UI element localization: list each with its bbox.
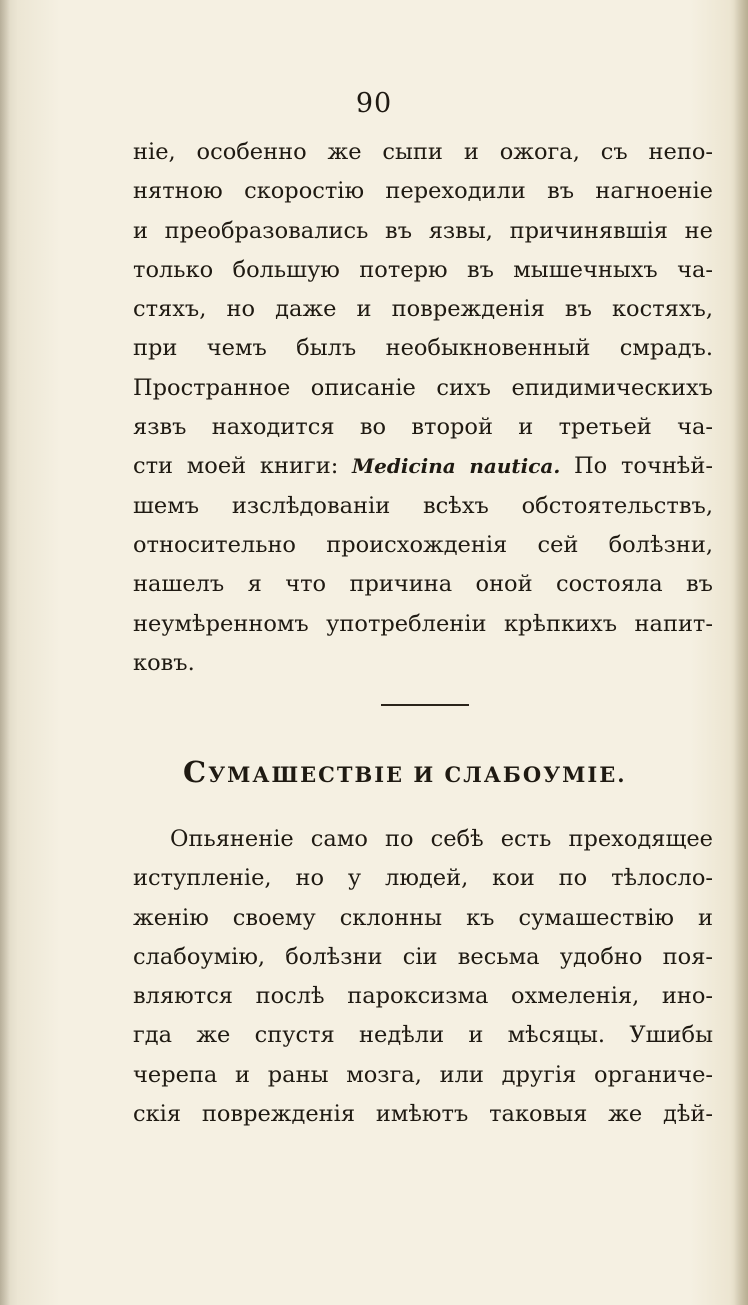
text-line: ковъ. (133, 649, 195, 676)
text-line: скія поврежденія имѣютъ таковыя же дѣй- (133, 1101, 713, 1128)
text-line: нашелъ я что причина оной состояла въ (133, 571, 713, 598)
text-line: иступленіе, но у людей, кои по тѣлосло- (133, 865, 713, 892)
page-number: 90 (355, 88, 393, 119)
text-line: нятною скоростію переходили въ нагноеніе (133, 178, 713, 205)
section-divider (381, 704, 469, 706)
heading-text: УМАШЕСТВІЕ И СЛАБОУМIE. (208, 762, 627, 787)
text-line: неумѣренномъ употребленіи крѣпкихъ напит- (133, 610, 713, 637)
text-line: стяхъ, но даже и поврежденія въ костяхъ, (133, 296, 713, 323)
heading-initial: С (183, 755, 209, 789)
text-line: женію своему склонны къ сумашествію и (133, 904, 713, 931)
text-line: гда же спустя недѣли и мѣсяцы. Ушибы (133, 1022, 713, 1049)
text-line: черепа и раны мозга, или другія органиче- (133, 1061, 713, 1088)
text-line: Опьяненіе само по себѣ есть преходящее (170, 826, 713, 852)
page-left-shadow (0, 0, 10, 1305)
text-line: только большую потерю въ мышечныхъ ча- (133, 256, 713, 283)
text-segment: По точнѣй- (560, 453, 713, 480)
text-line (133, 447, 713, 486)
book-title-latin: Medicina nautica. (352, 454, 561, 479)
page-right-shadow (734, 0, 748, 1305)
text-line: относительно происхожденія сей болѣзни, (133, 531, 713, 558)
paragraph-2 (133, 820, 713, 1134)
text-line: ніе, особенно же сыпи и ожога, съ непо- (133, 139, 713, 165)
text-line: шемъ изслѣдованіи всѣхъ обстоятельствъ, (133, 492, 713, 519)
text-line: Пространное описаніе сихъ епидимическихъ (133, 374, 713, 401)
paragraph-1 (133, 133, 713, 683)
text-line: и преобразовались въ язвы, причинявшія не (133, 217, 713, 244)
text-line: слабоумію, болѣзни сіи весьма удобно поя- (133, 943, 713, 970)
text-line: при чемъ былъ необыкновенный смрадъ. (133, 335, 713, 362)
section-heading (183, 752, 683, 792)
text-segment: сти моей книги: (133, 453, 353, 480)
text-line: язвъ находится во второй и третьей ча- (133, 414, 713, 441)
text-line: вляются послѣ пароксизма охмеленія, ино- (133, 983, 713, 1010)
